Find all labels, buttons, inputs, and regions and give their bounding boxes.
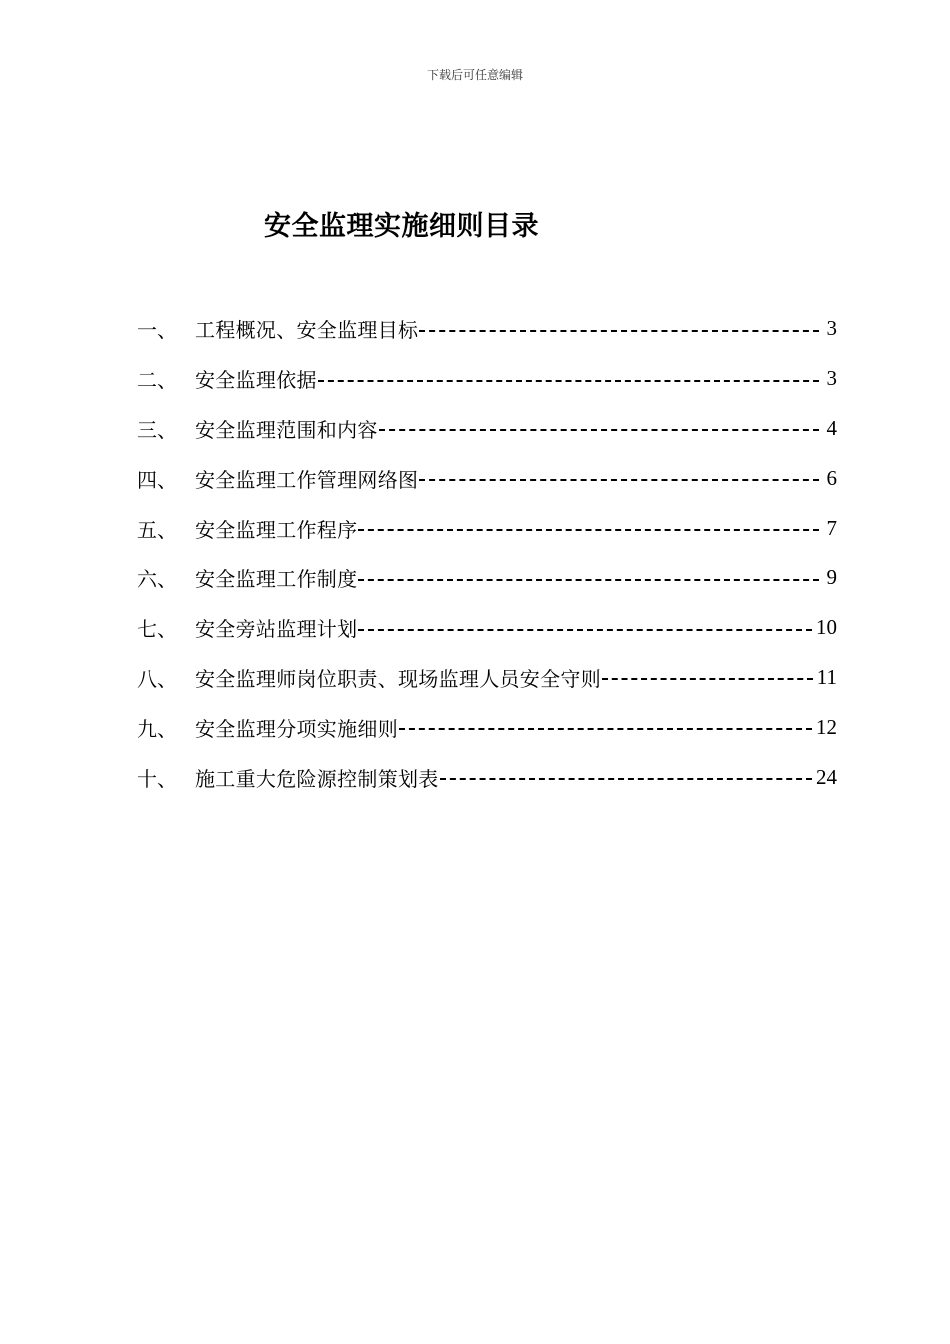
- toc-entry[interactable]: [137, 354, 837, 404]
- toc-entry-page: 12: [816, 714, 837, 739]
- toc-entry-title: 施工重大危险源控制策划表: [195, 766, 439, 791]
- toc-entry-page: 4: [826, 415, 837, 440]
- toc-entry-number: 四、: [137, 467, 177, 492]
- toc-entry-number: 一、: [137, 318, 177, 343]
- toc-entry-page: 3: [826, 366, 837, 391]
- toc-entry-page: 7: [826, 515, 837, 540]
- toc-entry[interactable]: [137, 553, 837, 603]
- toc-leader-dashes: [358, 516, 819, 540]
- toc-entry[interactable]: [137, 702, 837, 752]
- toc-entry-page: 24: [816, 764, 837, 789]
- toc-entry-number: 九、: [137, 716, 177, 741]
- toc-entry-number: 八、: [137, 666, 177, 691]
- toc-leader-dashes: [318, 367, 819, 391]
- toc-entry-page: 6: [826, 465, 837, 490]
- toc-leader-dashes: [399, 715, 812, 739]
- toc-entry-number: 十、: [137, 766, 177, 791]
- toc-leader-dashes: [440, 765, 812, 789]
- toc-leader-dashes: [419, 317, 819, 341]
- toc-entry[interactable]: [137, 304, 837, 354]
- toc-entry-number: 二、: [137, 368, 177, 393]
- toc-entry[interactable]: [137, 503, 837, 553]
- toc-list: [137, 304, 837, 802]
- toc-entry-title: 安全旁站监理计划: [195, 617, 358, 642]
- toc-entry-number: 五、: [137, 517, 177, 542]
- toc-leader-dashes: [419, 466, 819, 490]
- toc-entry-number: 六、: [137, 567, 177, 592]
- toc-entry-number: 七、: [137, 617, 177, 642]
- toc-leader-dashes: [379, 416, 819, 440]
- toc-leader-dashes: [358, 616, 812, 640]
- toc-entry-page: 3: [826, 316, 837, 341]
- toc-entry[interactable]: [137, 453, 837, 503]
- toc-entry-page: 11: [816, 664, 837, 689]
- toc-entry-page: 9: [826, 565, 837, 590]
- toc-entry-title: 安全监理分项实施细则: [195, 716, 398, 741]
- toc-entry[interactable]: [137, 653, 837, 703]
- toc-leader-dashes: [602, 665, 813, 689]
- toc-entry-title: 安全监理工作程序: [195, 517, 358, 542]
- toc-entry-title: 安全监理工作制度: [195, 567, 358, 592]
- toc-entry-title: 安全监理工作管理网络图: [195, 467, 419, 492]
- toc-leader-dashes: [358, 566, 819, 590]
- toc-entry-page: 10: [816, 615, 837, 640]
- toc-entry-title: 工程概况、安全监理目标: [195, 318, 419, 343]
- header-note: 下载后可任意编辑: [426, 68, 523, 82]
- toc-entry-title: 安全监理师岗位职责、现场监理人员安全守则: [195, 666, 601, 691]
- toc-entry-number: 三、: [137, 417, 177, 442]
- toc-entry-title: 安全监理范围和内容: [195, 417, 378, 442]
- toc-entry[interactable]: [137, 752, 837, 802]
- toc-title: 安全监理实施细则目录: [264, 211, 539, 242]
- toc-entry[interactable]: [137, 603, 837, 653]
- toc-entry[interactable]: [137, 404, 837, 454]
- toc-entry-title: 安全监理依据: [195, 368, 317, 393]
